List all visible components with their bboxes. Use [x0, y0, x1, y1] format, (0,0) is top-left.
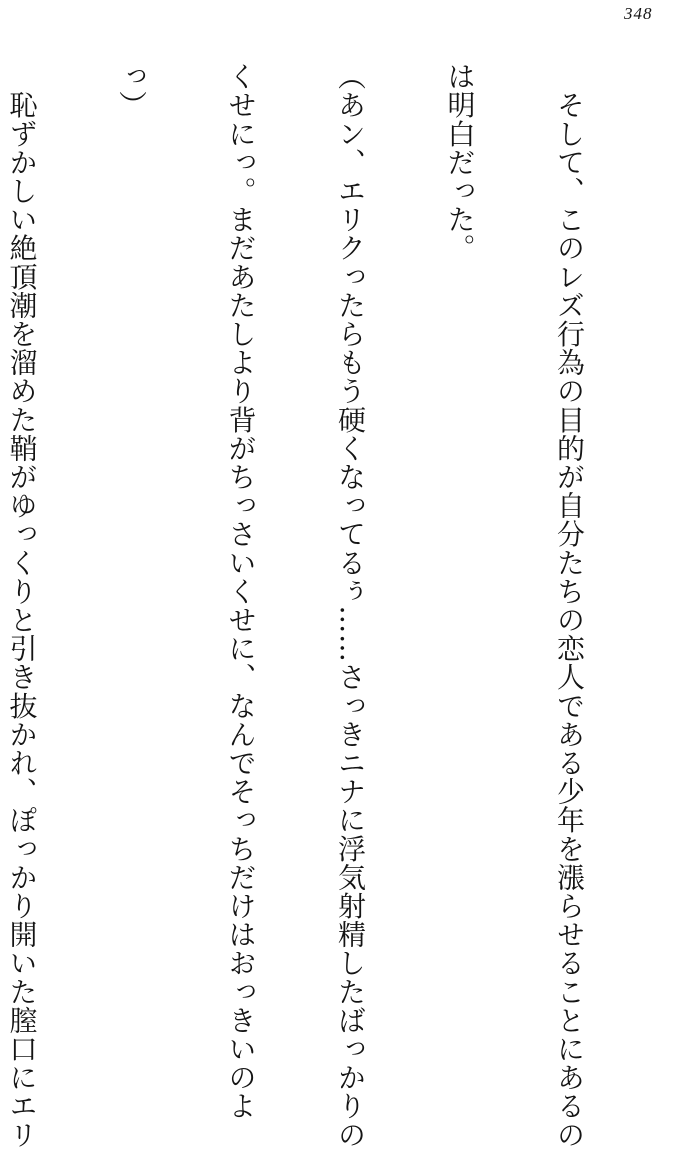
page-number: 348	[624, 4, 653, 23]
text-line: くせにっ。まだあたしより背がちっさいくせに、なんでそっちだけはおっきいのよ	[224, 62, 258, 1121]
text-line: 恥ずかしい絶頂潮を溜めた鞘がゆっくりと引き抜かれ、ぽっかり開いた膣口にエリ	[5, 62, 39, 1149]
text-line: っ）	[115, 62, 148, 120]
text-line: そして、このレズ行為の目的が自分たちの恋人である少年を漲らせることにあるの	[553, 62, 586, 1149]
novel-text-body	[0, 62, 660, 1149]
text-line: は明白だった。	[443, 62, 477, 263]
text-line: （あン、エリクったらもう硬くなってるぅ……さっきニナに浮気射精したばっかりの	[334, 62, 367, 1149]
